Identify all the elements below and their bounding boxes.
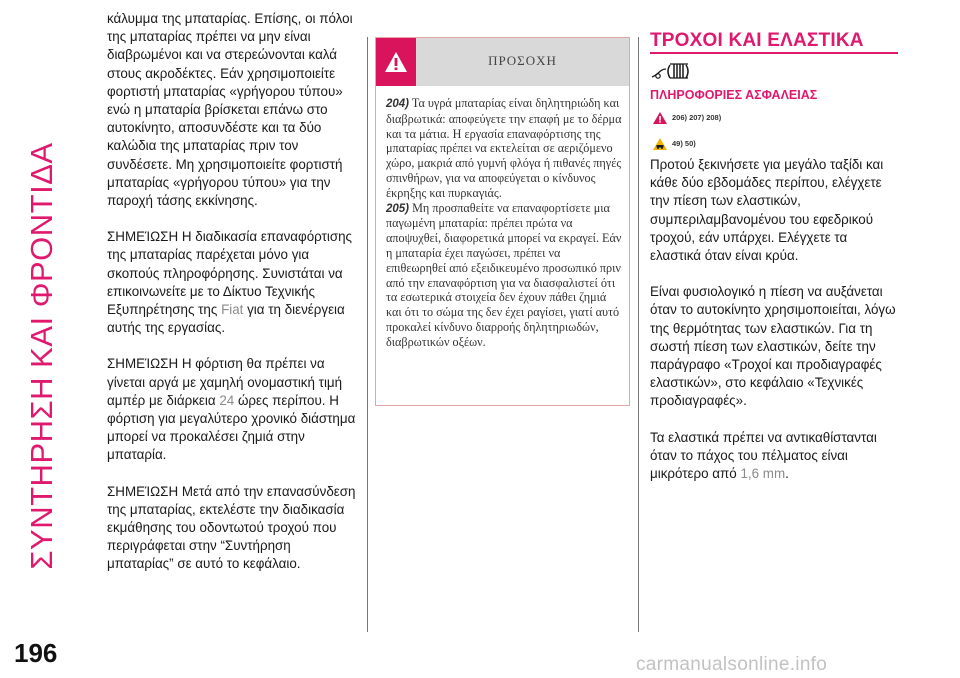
warning-icon: [376, 38, 416, 86]
duration-value: 24: [219, 392, 235, 408]
section-title: ΤΡΟΧΟΙ ΚΑΙ ΕΛΑΣΤΙΚΑ: [650, 30, 864, 51]
warning-header: [376, 38, 629, 86]
page-number: 196: [14, 638, 58, 668]
watermark: carmanualsonline.info: [636, 654, 828, 675]
warning-triangle-icon: [652, 111, 668, 125]
left-column: [107, 10, 359, 592]
warning-references: 206) 207) 208): [652, 111, 721, 125]
subsection-title: ΠΛΗΡΟΦΟΡΙΕΣ ΑΣΦΑΛΕΙΑΣ: [650, 88, 818, 102]
paragraph: Είναι φυσιολογικό η πίεση να αυξάνεται όταν το αυτοκίνητο χρησιμοποιείται, λόγω της θερμότητας των ελαστικών. Για τη σωστή πίεση των ελαστικών, δείτε την παράγραφο «Τροχοί και προδιαγραφές ελαστικών», στο κεφάλαιο «Τεχνικές προδιαγραφές».: [650, 284, 896, 409]
right-column: [650, 156, 900, 501]
warning-body: [386, 96, 622, 350]
reference-number: 204): [386, 98, 410, 110]
warning-item: 205) Μη προσπαθείτε να επαναφορτίσετε μια παγωμένη μπαταρία: πρέπει πρώτα να αποψυχθεί, διαφορετικά μπορεί να εκραγεί. Εάν η μπαταρία έχει παγώσει, πρέπει να επιθεωρηθεί από εξειδικευμένο προσωπικό πριν από την επαναφόρτιση για να διασφαλιστεί ότι τα εσωτερικά στοιχεία δεν έχουν πάθει ζημιά και ότι το σώμα της δεν έχει ραγίσει, γιατί αυτό προκαλεί κίνδυνο διαρροής δηλητηριωδών, διαβρωτικών οξέων.: [386, 200, 622, 349]
paragraph: κάλυμμα της μπαταρίας. Επίσης, οι πόλοι της μπαταρίας πρέπει να μην είναι διαβρωμένοι και να στερεώνονται καλά στους ακροδέκτες. Εάν χρησιμοποιείτε φορτιστή μπαταρίας «γρήγορου τύπου» ενώ η μπαταρία βρίσκεται επάνω στο αυτοκίνητο, αποσυνδέστε και τα δύο καλώδια της μπαταρίας πριν τον συνδέσετε. Μη χρησιμοποιείτε φορτιστή μπαταρίας «γρήγορου τύπου» για την παροχή τάσης εκκίνησης.: [107, 11, 353, 209]
note-paragraph: ΣΗΜΕΊΩΣΗ Η διαδικασία επαναφόρτισης της μπαταρίας παρέχεται μόνο για σκοπούς πληροφόρησης. Συνιστάται να επικοινωνείτε με το Δίκτυο Τεχνικής Εξυπηρέτησης της Fiat για τη διενέργεια αυτής της εργασίας.: [107, 229, 352, 336]
warning-item: 204) Τα υγρά μπαταρίας είναι δηλητηριώδη και διαβρωτικά: αποφεύγετε την επαφή με το δέρμα και τα μάτια. Η εργασία επαναφόρτισης της μπαταρίας πρέπει να εκτελείται σε αεριζόμενο χώρο, μακριά από γυμνή φλόγα ή πιθανές πηγές σπινθήρων, για να αποφεύγεται ο κίνδυνος έκρηξης και πυρκαγιάς.: [386, 96, 622, 200]
tread-depth-value: 1,6 mm: [740, 466, 786, 482]
column-divider: [367, 37, 368, 632]
section-divider: [650, 52, 898, 54]
warning-title: ΠΡΟΣΟΧΗ: [488, 53, 557, 68]
warning-box: [375, 37, 630, 406]
tire-icon: [650, 62, 696, 85]
column-divider: [638, 37, 639, 632]
caution-references: 49) 50): [652, 137, 696, 151]
brand-name: Fiat: [221, 302, 244, 318]
note-paragraph: ΣΗΜΕΊΩΣΗ Η φόρτιση θα πρέπει να γίνεται αργά με χαμηλή ονομαστική τιμή αμπέρ με διάρκεια 24 ώρες περίπου. Η φόρτιση για μεγαλύτερο χρονικό διάστημα μπορεί να προκαλέσει ζημιά στην μπαταρία.: [107, 356, 356, 463]
caution-triangle-icon: [652, 137, 668, 151]
reference-number: 205): [386, 202, 410, 215]
paragraph: Προτού ξεκινήσετε για μεγάλο ταξίδι και κάθε δύο εβδομάδες περίπου, ελέγχετε την πίεση των ελαστικών, συμπεριλαμβανομένου του εφεδρικού τροχού, εάν υπάρχει. Ελέγχετε τα ελαστικά όταν είναι κρύα.: [650, 157, 884, 264]
note-paragraph: ΣΗΜΕΊΩΣΗ Μετά από την επανασύνδεση της μπαταρίας, εκτελέστε την διαδικασία εκμάθησης του οδοντωτού τροχού που περιγράφεται στην “Συντήρηση μπαταρίας” σε αυτό το κεφάλαιο.: [107, 483, 356, 572]
paragraph: Τα ελαστικά πρέπει να αντικαθίστανται όταν το πάχος του πέλματος είναι μικρότερο από 1,6 mm.: [650, 429, 877, 482]
